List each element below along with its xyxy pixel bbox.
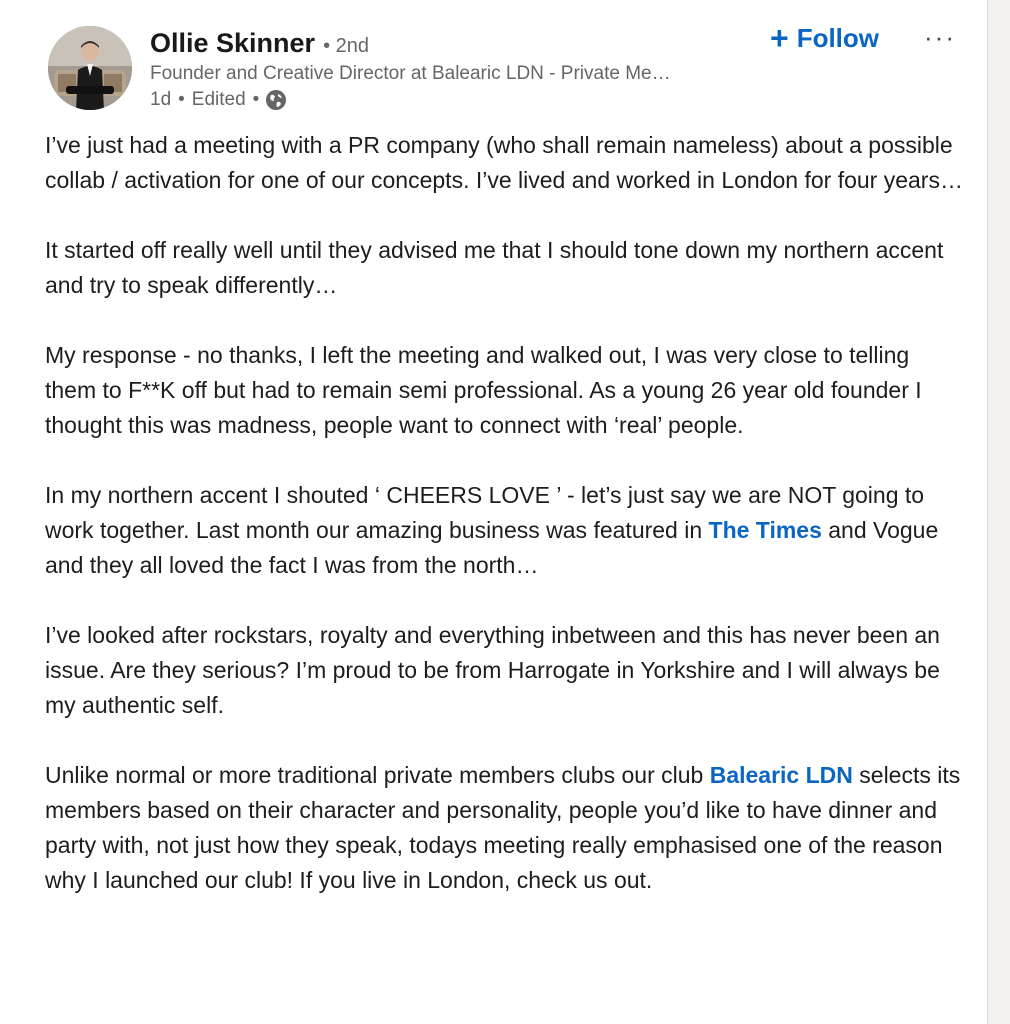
paragraph-text: In my northern accent I shouted ‘ CHEERS LOVE ’ - let’s just say we are NOT going to work together. Last month our amazing business was featured in	[45, 482, 925, 543]
author-headline[interactable]: Founder and Creative Director at Balearic LDN - Private Me…	[150, 63, 671, 84]
author-name-row	[150, 28, 369, 59]
post-time: 1d	[150, 89, 172, 110]
post-paragraph: I’ve just had a meeting with a PR company (who shall remain nameless) about a possible collab / activation for one of our concepts. I’ve lived and worked in London for four years…	[45, 132, 963, 193]
the-times-link[interactable]: The Times	[708, 517, 822, 543]
author-name[interactable]: Ollie Skinner	[150, 28, 316, 58]
post-body	[45, 128, 965, 933]
paragraph-text: Unlike normal or more traditional private members clubs our club	[45, 762, 710, 788]
edited-label: Edited	[191, 89, 246, 110]
post-paragraph: My response - no thanks, I left the meeting and walked out, I was very close to telling them to F**K off but had to remain semi professional. As a young 26 year old founder I thought this was madness, people want to connect with ‘real’ people.	[45, 342, 922, 438]
connection-degree: • 2nd	[323, 35, 369, 57]
paragraph-text: and Vogue and they all loved the fact I was from the north…	[45, 517, 939, 578]
plus-icon: +	[770, 20, 789, 56]
post-paragraph	[45, 478, 965, 583]
globe-icon	[265, 89, 287, 111]
paragraph-text: selects its members based on their character and personality, people you’d like to have dinner and party with, not just how they speak, todays meeting really emphasised one of the reason why I launched our club! If you live in London, check us out.	[45, 762, 961, 893]
post-paragraph: I’ve looked after rockstars, royalty and everything inbetween and this has never been an issue. Are they serious? I’m proud to be from Harrogate in Yorkshire and I will always be my authentic self.	[45, 622, 940, 718]
post-meta	[150, 89, 287, 111]
meta-separator: •	[252, 89, 260, 110]
meta-separator: •	[178, 89, 185, 110]
more-options-icon[interactable]: ···	[924, 22, 956, 52]
follow-button[interactable]	[770, 22, 879, 54]
balearic-ldn-link[interactable]: Balearic LDN	[709, 762, 853, 788]
post-paragraph: It started off really well until they advised me that I should tone down my northern accent and try to speak differently…	[45, 237, 944, 298]
follow-label: Follow	[796, 22, 880, 53]
post-paragraph	[45, 758, 965, 898]
avatar-photo	[48, 26, 132, 110]
author-avatar[interactable]	[48, 26, 132, 110]
